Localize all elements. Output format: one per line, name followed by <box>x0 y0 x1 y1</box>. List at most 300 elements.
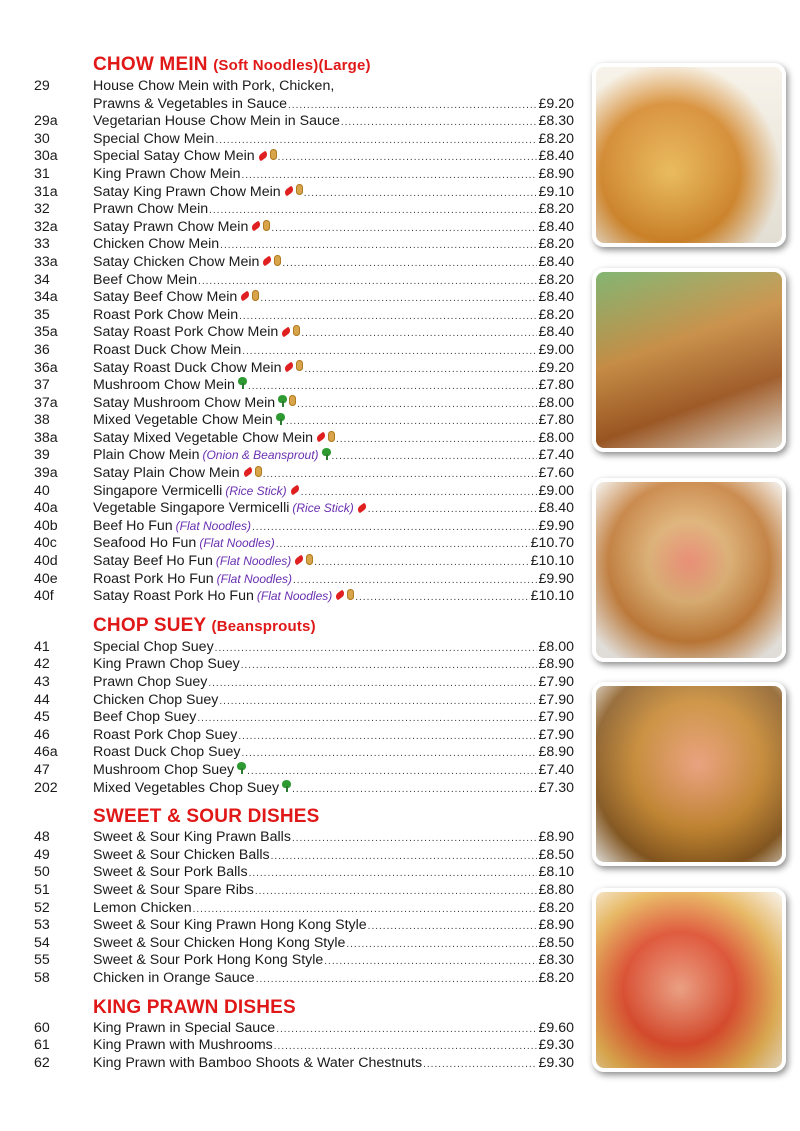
item-price: £8.00 <box>538 638 574 655</box>
dot-leader <box>368 501 538 519</box>
dot-leader <box>208 675 537 693</box>
menu-item-row <box>34 571 574 589</box>
item-name <box>93 324 300 342</box>
item-name-text: Satay King Prawn Chow Mein <box>93 183 281 200</box>
menu-item-row <box>34 465 574 483</box>
item-name <box>93 342 241 360</box>
chili-icon <box>251 221 263 232</box>
item-name-text: King Prawn with Mushrooms <box>93 1037 273 1054</box>
dot-leader <box>286 413 538 431</box>
item-number: 51 <box>34 881 50 898</box>
item-name-text: Chicken Chow Mein <box>93 236 220 253</box>
prawn-vermicelli-photo <box>592 888 786 1072</box>
item-name <box>93 201 208 219</box>
item-name <box>93 307 238 325</box>
dot-leader <box>341 114 538 132</box>
menu-item-row <box>34 1037 574 1055</box>
nut-icon <box>296 360 303 371</box>
satay-skewers-photo <box>592 268 786 452</box>
item-number: 58 <box>34 969 50 986</box>
item-name-text: Sweet & Sour Chicken Hong Kong Style <box>93 934 346 951</box>
item-price: £8.10 <box>538 864 574 881</box>
dot-leader <box>297 396 537 414</box>
nut-icon <box>293 325 300 336</box>
menu-item-row <box>34 78 574 96</box>
dot-leader <box>292 830 538 848</box>
item-name-text: Satay Beef Chow Mein <box>93 289 238 306</box>
dot-leader <box>256 971 538 989</box>
item-name <box>93 166 240 184</box>
dot-leader <box>215 640 538 658</box>
item-number: 39 <box>34 447 50 464</box>
section-title-text: SWEET & SOUR DISHES <box>93 806 320 828</box>
dot-leader <box>282 255 537 273</box>
item-number: 41 <box>34 638 50 655</box>
item-number: 53 <box>34 917 50 934</box>
menu-section <box>34 997 574 1073</box>
vegetarian-icon <box>278 395 287 407</box>
dot-leader <box>193 901 538 919</box>
item-price: £7.40 <box>538 447 574 464</box>
menu-section <box>34 615 574 797</box>
item-number: 32a <box>34 218 58 235</box>
nut-icon <box>306 554 313 565</box>
item-name-text: Singapore Vermicelli <box>93 482 223 499</box>
item-price: £7.40 <box>538 761 574 778</box>
dot-leader <box>271 848 538 866</box>
item-name <box>93 656 240 674</box>
item-price: £7.60 <box>538 465 574 482</box>
item-name <box>93 535 275 553</box>
menu-item-row <box>34 430 574 448</box>
chili-icon <box>242 467 254 478</box>
dot-leader <box>248 378 538 396</box>
item-price: £8.20 <box>538 306 574 323</box>
dot-leader <box>274 1038 538 1056</box>
item-price: £8.50 <box>538 846 574 863</box>
item-name <box>93 254 281 272</box>
dot-leader <box>423 1056 537 1074</box>
menu-item-row <box>34 1020 574 1038</box>
item-name <box>93 96 287 114</box>
item-note: (Rice Stick) <box>292 501 354 516</box>
item-number: 38 <box>34 412 50 429</box>
item-number: 40c <box>34 535 57 552</box>
item-name-text: Roast Pork Chow Mein <box>93 306 239 323</box>
item-name-text: House Chow Mein with Pork, Chicken, <box>93 78 335 94</box>
dot-leader <box>368 918 538 936</box>
menu-item-row <box>34 553 574 571</box>
item-name <box>93 113 340 131</box>
menu-item-row <box>34 692 574 710</box>
menu-item-row <box>34 847 574 865</box>
menu-item-row <box>34 201 574 219</box>
menu-item-row <box>34 483 574 501</box>
dot-leader <box>304 361 537 379</box>
dot-leader <box>209 202 537 220</box>
item-name <box>93 219 270 237</box>
item-name <box>93 500 367 518</box>
menu-item-row <box>34 324 574 342</box>
section-heading <box>93 54 574 77</box>
menu-item-row <box>34 900 574 918</box>
item-name-text: Satay Plain Chow Mein <box>93 465 240 482</box>
item-number: 40f <box>34 588 54 605</box>
menu-item-row <box>34 447 574 465</box>
nut-icon <box>328 431 335 442</box>
dot-leader <box>292 781 537 799</box>
item-price: £8.40 <box>538 289 574 306</box>
item-number: 31a <box>34 183 58 200</box>
item-name <box>93 935 345 953</box>
item-price: £8.50 <box>538 934 574 951</box>
item-name-text: Roast Duck Chow Mein <box>93 341 242 358</box>
dot-leader <box>324 953 537 971</box>
item-number: 34 <box>34 271 50 288</box>
item-name-text: Mixed Vegetables Chop Suey <box>93 779 280 796</box>
item-name <box>93 864 248 882</box>
item-number: 44 <box>34 691 50 708</box>
menu-section <box>34 806 574 987</box>
menu-item-row <box>34 882 574 900</box>
menu-item-row <box>34 535 574 553</box>
item-price: £7.90 <box>538 726 574 743</box>
item-name-text: Sweet & Sour Chicken Balls <box>93 846 270 863</box>
sesame-prawn-toast-photo <box>592 478 786 662</box>
item-name <box>93 709 196 727</box>
item-price: £7.90 <box>538 674 574 690</box>
dot-leader <box>215 132 537 150</box>
item-name <box>93 447 331 465</box>
item-name-text: Beef Chop Suey <box>93 709 197 726</box>
menu-item-row <box>34 219 574 237</box>
dot-leader <box>288 97 537 115</box>
item-price: £8.20 <box>538 236 574 253</box>
item-name-text: Beef Ho Fun <box>93 517 173 534</box>
item-price: £8.80 <box>538 881 574 898</box>
menu-item-row <box>34 744 574 762</box>
dot-leader <box>198 273 537 291</box>
menu-item-row <box>34 727 574 745</box>
item-number: 31 <box>34 165 50 182</box>
item-price: £8.40 <box>538 218 574 235</box>
prawn-chow-mein-photo <box>592 682 786 866</box>
menu-item-row <box>34 412 574 430</box>
item-price: £8.90 <box>538 165 574 182</box>
item-name <box>93 780 291 798</box>
menu-item-row <box>34 254 574 272</box>
item-number: 33a <box>34 253 58 270</box>
item-name <box>93 184 303 202</box>
dot-leader <box>219 693 537 711</box>
item-price: £8.30 <box>538 113 574 130</box>
item-name <box>93 289 259 307</box>
item-number: 36a <box>34 359 58 376</box>
nut-icon <box>255 466 262 477</box>
item-note: (Flat Noodles) <box>199 536 275 551</box>
item-price: £9.90 <box>538 570 574 587</box>
menu-item-row <box>34 148 574 166</box>
item-note: (Flat Noodles) <box>216 571 293 586</box>
item-name <box>93 1037 273 1055</box>
item-note: (Flat Noodles) <box>215 554 292 569</box>
dot-leader <box>252 519 537 537</box>
item-price: £9.60 <box>538 1019 574 1036</box>
item-name <box>93 674 207 692</box>
item-name-text: Special Satay Chow Mein <box>93 148 255 165</box>
menu-item-row <box>34 377 574 395</box>
menu-item-row <box>34 935 574 953</box>
item-name-text: Vegetarian House Chow Mein in Sauce <box>93 113 340 130</box>
item-price: £8.00 <box>538 394 574 411</box>
item-name <box>93 78 334 96</box>
section-heading <box>93 615 574 638</box>
dot-leader <box>301 484 538 502</box>
chili-icon <box>315 432 327 443</box>
dot-leader <box>263 466 538 484</box>
item-name <box>93 917 367 935</box>
item-number: 50 <box>34 864 50 881</box>
item-price: £8.20 <box>538 201 574 218</box>
menu-item-row <box>34 674 574 692</box>
dot-leader <box>197 710 537 728</box>
item-number: 45 <box>34 709 50 726</box>
item-number: 35a <box>34 324 58 341</box>
dot-leader <box>238 728 537 746</box>
item-number: 34a <box>34 289 58 306</box>
item-price: £8.90 <box>538 656 574 673</box>
dot-leader <box>249 865 538 883</box>
item-name-text: Sweet & Sour King Prawn Hong Kong Style <box>93 917 367 934</box>
item-number: 38a <box>34 429 58 446</box>
menu-column <box>34 54 574 1081</box>
item-name <box>93 744 240 762</box>
section-subtitle: (Soft Noodles)(Large) <box>213 57 371 74</box>
item-number: 32 <box>34 201 50 218</box>
item-name-text: King Prawn in Special Sauce <box>93 1019 276 1036</box>
item-number: 36 <box>34 341 50 358</box>
menu-item-row <box>34 184 574 202</box>
chili-icon <box>280 326 292 337</box>
item-name <box>93 762 246 780</box>
menu-item-row <box>34 395 574 413</box>
vegetarian-icon <box>238 377 247 389</box>
item-number: 55 <box>34 952 50 969</box>
dot-leader <box>301 325 537 343</box>
item-price: £9.30 <box>538 1054 574 1071</box>
item-price: £9.20 <box>538 95 574 112</box>
section-title-text: CHOP SUEY <box>93 614 207 636</box>
item-name-text: Satay Mixed Vegetable Chow Mein <box>93 429 314 446</box>
dot-leader <box>276 1021 537 1039</box>
item-number: 54 <box>34 934 50 951</box>
nut-icon <box>347 589 354 600</box>
item-number: 37a <box>34 394 58 411</box>
item-note: (Flat Noodles) <box>256 589 333 604</box>
chili-icon <box>283 185 295 196</box>
item-name <box>93 571 292 589</box>
item-number: 47 <box>34 761 50 778</box>
item-name <box>93 829 291 847</box>
item-price: £8.20 <box>538 969 574 986</box>
item-name-text: Chicken in Orange Sauce <box>93 969 255 986</box>
item-number: 40e <box>34 570 58 587</box>
item-price: £10.10 <box>530 588 574 605</box>
item-name-text: Seafood Ho Fun <box>93 535 197 552</box>
item-name-text: Satay Roast Pork Chow Mein <box>93 324 279 341</box>
item-name-text: Roast Pork Ho Fun <box>93 570 214 587</box>
vegetarian-icon <box>276 413 285 425</box>
item-name <box>93 360 303 378</box>
item-number: 52 <box>34 899 50 916</box>
item-price: £8.90 <box>538 744 574 761</box>
nut-icon <box>252 290 259 301</box>
dot-leader <box>260 290 537 308</box>
item-number: 49 <box>34 846 50 863</box>
item-price: £8.90 <box>538 917 574 934</box>
nut-icon <box>289 395 296 406</box>
item-name-text: Roast Duck Chop Suey <box>93 744 241 761</box>
item-price: £7.90 <box>538 709 574 726</box>
item-name <box>93 553 313 571</box>
item-name-text: Prawn Chow Mein <box>93 201 209 218</box>
section-heading <box>93 806 574 828</box>
menu-item-row <box>34 307 574 325</box>
item-name <box>93 882 254 900</box>
item-name-text: Sweet & Sour Spare Ribs <box>93 881 254 898</box>
item-name <box>93 588 354 606</box>
dot-leader <box>332 448 538 466</box>
menu-item-row <box>34 762 574 780</box>
chili-icon <box>257 150 269 161</box>
item-name <box>93 131 214 149</box>
item-number: 48 <box>34 829 50 846</box>
dot-leader <box>239 308 537 326</box>
item-name-text: Prawns & Vegetables in Sauce <box>93 95 288 112</box>
dot-leader <box>293 572 537 590</box>
item-name <box>93 900 192 918</box>
item-number: 62 <box>34 1054 50 1071</box>
item-name <box>93 847 270 865</box>
item-name <box>93 483 300 501</box>
menu-item-row <box>34 917 574 935</box>
item-note: (Onion & Beansprout) <box>202 448 319 463</box>
item-price: £7.80 <box>538 412 574 429</box>
menu-item-row <box>34 360 574 378</box>
menu-item-row <box>34 952 574 970</box>
item-name-text: Satay Prawn Chow Mein <box>93 218 249 235</box>
vegetarian-icon <box>282 780 291 792</box>
menu-item-row <box>34 131 574 149</box>
item-name-text: Sweet & Sour Pork Hong Kong Style <box>93 952 324 969</box>
menu-item-row <box>34 970 574 988</box>
dot-leader <box>241 657 538 675</box>
item-name-text: Vegetable Singapore Vermicelli <box>93 500 290 517</box>
item-name <box>93 952 323 970</box>
item-name-text: Mushroom Chop Suey <box>93 761 235 778</box>
item-number: 61 <box>34 1037 50 1054</box>
item-price: £7.30 <box>538 779 574 796</box>
item-price: £8.40 <box>538 500 574 517</box>
item-number: 42 <box>34 656 50 673</box>
item-price: £8.40 <box>538 253 574 270</box>
item-name-text: Mixed Vegetable Chow Mein <box>93 412 273 429</box>
item-price: £7.90 <box>538 691 574 708</box>
menu-item-row <box>34 236 574 254</box>
item-name-text: King Prawn Chow Mein <box>93 165 241 182</box>
menu-item-row <box>34 780 574 798</box>
dot-leader <box>276 536 530 554</box>
item-price: £10.70 <box>530 535 574 552</box>
chili-icon <box>356 502 368 513</box>
chili-icon <box>262 256 274 267</box>
dot-leader <box>220 237 537 255</box>
item-number: 40b <box>34 517 58 534</box>
item-name <box>93 727 237 745</box>
item-number: 46a <box>34 744 58 761</box>
item-note: (Flat Noodles) <box>175 518 252 533</box>
dot-leader <box>278 149 538 167</box>
menu-item-row <box>34 829 574 847</box>
item-name-text: King Prawn with Bamboo Shoots & Water Chestnuts <box>93 1054 423 1071</box>
nut-icon <box>274 255 281 266</box>
item-name-text: Prawn Chop Suey <box>93 674 208 690</box>
item-name <box>93 148 277 166</box>
section-subtitle: (Beansprouts) <box>211 617 316 635</box>
menu-item-row <box>34 166 574 184</box>
spring-rolls-photo <box>592 63 786 247</box>
item-number: 202 <box>34 779 58 796</box>
chili-icon <box>289 485 301 496</box>
item-name <box>93 639 214 657</box>
item-price: £8.90 <box>538 829 574 846</box>
item-name <box>93 692 218 710</box>
item-name-text: King Prawn Chop Suey <box>93 656 240 673</box>
item-name-text: Satay Beef Ho Fun <box>93 553 213 570</box>
item-name-text: Plain Chow Mein <box>93 447 200 464</box>
item-name-text: Beef Chow Mein <box>93 271 198 288</box>
item-name <box>93 412 285 430</box>
item-name <box>93 1020 275 1038</box>
item-name-text: Sweet & Sour Pork Balls <box>93 864 248 881</box>
menu-item-row <box>34 1055 574 1073</box>
item-number: 33 <box>34 236 50 253</box>
item-price: £9.20 <box>538 359 574 376</box>
section-heading <box>93 997 574 1019</box>
item-price: £9.30 <box>538 1037 574 1054</box>
item-number: 29a <box>34 113 58 130</box>
menu-section <box>34 54 574 606</box>
menu-item-row <box>34 518 574 536</box>
nut-icon <box>263 220 270 231</box>
item-number: 60 <box>34 1019 50 1036</box>
menu-item-row <box>34 500 574 518</box>
item-name <box>93 430 335 448</box>
menu-item-row <box>34 656 574 674</box>
item-name-text: Lemon Chicken <box>93 899 192 916</box>
dot-leader <box>314 554 529 572</box>
item-name <box>93 1055 422 1073</box>
menu-item-row <box>34 289 574 307</box>
menu-item-row <box>34 709 574 727</box>
item-price: £8.40 <box>538 148 574 165</box>
chili-icon <box>284 361 296 372</box>
menu-item-row <box>34 96 574 114</box>
item-name <box>93 272 197 290</box>
dot-leader <box>346 936 537 954</box>
item-number: 39a <box>34 465 58 482</box>
item-number: 30a <box>34 148 58 165</box>
